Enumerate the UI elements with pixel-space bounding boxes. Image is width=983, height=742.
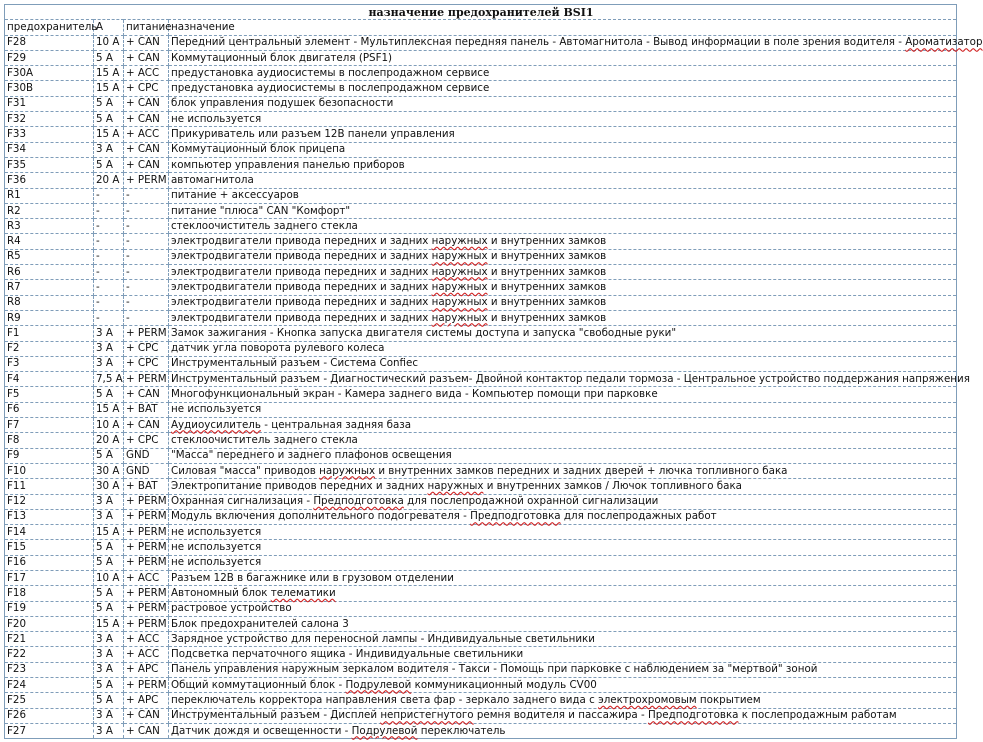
amperage-cell: 15 A (94, 525, 124, 540)
table-row (5, 708, 957, 723)
table-row (5, 341, 957, 356)
power-cell: + ACC (124, 570, 169, 585)
amperage-cell: 10 A (94, 418, 124, 433)
power-cell: + CPC (124, 341, 169, 356)
table-title-row (5, 5, 957, 20)
fuse-cell: F13 (5, 509, 94, 524)
purpose-cell: стеклоочиститель заднего стекла (169, 219, 957, 234)
purpose-cell: Инструментальный разъем - Диагностический разъем- Двойной контактор педали тормоза - Центральное устройство поддержания напряжения (169, 372, 957, 387)
purpose-cell: Инструментальный разъем - Дисплей непристегнутого ремня водителя и пассажира - Предподготовка к послепродажным работам (169, 708, 957, 723)
power-cell: + PERM (124, 616, 169, 631)
purpose-cell: Автономный блок телематики (169, 586, 957, 601)
amperage-cell: 15 A (94, 127, 124, 142)
purpose-cell: электродвигатели привода передних и задних наружных и внутренних замков (169, 249, 957, 264)
power-cell: - (124, 265, 169, 280)
table-row (5, 326, 957, 341)
power-cell: + PERM (124, 173, 169, 188)
purpose-cell: переключатель корректора направления света фар - зеркало заднего вида с электрохромовым покрытием (169, 693, 957, 708)
purpose-cell: Силовая "масса" приводов наружных и внутренних замков передних и задних дверей + лючка топливного бака (169, 463, 957, 478)
amperage-cell: 20 A (94, 433, 124, 448)
power-cell: + PERM (124, 555, 169, 570)
amperage-cell: 5 A (94, 157, 124, 172)
power-cell: GND (124, 448, 169, 463)
table-row (5, 112, 957, 127)
purpose-cell: компьютер управления панелью приборов (169, 157, 957, 172)
table-row (5, 203, 957, 218)
table-row (5, 280, 957, 295)
power-cell: + ACC (124, 647, 169, 662)
purpose-cell: Аудиоусилитель - центральная задняя база (169, 418, 957, 433)
table-row (5, 632, 957, 647)
power-cell: + APC (124, 693, 169, 708)
fuse-cell: F28 (5, 35, 94, 50)
amperage-cell: 30 A (94, 463, 124, 478)
amperage-cell: 5 A (94, 50, 124, 65)
fuse-cell: R3 (5, 219, 94, 234)
purpose-cell: электродвигатели привода передних и задних наружных и внутренних замков (169, 280, 957, 295)
power-cell: + CPC (124, 81, 169, 96)
fuse-cell: F2 (5, 341, 94, 356)
table-row (5, 540, 957, 555)
table-row (5, 310, 957, 325)
fuse-cell: F10 (5, 463, 94, 478)
fuse-cell: F5 (5, 387, 94, 402)
amperage-cell: - (94, 219, 124, 234)
fuse-cell: F7 (5, 418, 94, 433)
table-row (5, 265, 957, 280)
amperage-cell: 5 A (94, 601, 124, 616)
table-row (5, 356, 957, 371)
power-cell: + CAN (124, 50, 169, 65)
amperage-cell: 15 A (94, 66, 124, 81)
power-cell: + PERM (124, 326, 169, 341)
fuse-cell: F16 (5, 555, 94, 570)
fuse-cell: R5 (5, 249, 94, 264)
purpose-cell: Многофункциональный экран - Камера заднего вида - Компьютер помощи при парковке (169, 387, 957, 402)
fuse-cell: F23 (5, 662, 94, 677)
power-cell: + PERM (124, 586, 169, 601)
power-cell: + CAN (124, 142, 169, 157)
purpose-cell: электродвигатели привода передних и задних наружных и внутренних замков (169, 265, 957, 280)
amperage-cell: - (94, 188, 124, 203)
power-cell: + PERM (124, 509, 169, 524)
power-cell: - (124, 188, 169, 203)
power-cell: - (124, 219, 169, 234)
purpose-cell: питание + аксессуаров (169, 188, 957, 203)
amperage-cell: 3 A (94, 723, 124, 738)
table-row (5, 249, 957, 264)
amperage-cell: - (94, 265, 124, 280)
table-row (5, 127, 957, 142)
power-cell: + BAT (124, 479, 169, 494)
amperage-cell: 5 A (94, 96, 124, 111)
table-row (5, 662, 957, 677)
fuse-cell: F36 (5, 173, 94, 188)
table-row (5, 387, 957, 402)
power-cell: - (124, 203, 169, 218)
purpose-cell: Электропитание приводов передних и задних наружных и внутренних замков / Лючок топливного бака (169, 479, 957, 494)
table-row (5, 188, 957, 203)
fuse-cell: F4 (5, 372, 94, 387)
table-row (5, 723, 957, 738)
fuse-cell: F18 (5, 586, 94, 601)
power-cell: GND (124, 463, 169, 478)
amperage-cell: 3 A (94, 632, 124, 647)
power-cell: + PERM (124, 601, 169, 616)
table-row (5, 35, 957, 50)
power-cell: + BAT (124, 402, 169, 417)
fuse-cell: R1 (5, 188, 94, 203)
fuse-cell: F6 (5, 402, 94, 417)
table-row (5, 647, 957, 662)
power-cell: + ACC (124, 127, 169, 142)
power-cell: + CAN (124, 708, 169, 723)
table-row (5, 448, 957, 463)
table-body (5, 35, 983, 739)
table-row (5, 66, 957, 81)
fuse-cell: F12 (5, 494, 94, 509)
amperage-cell: - (94, 295, 124, 310)
amperage-cell: 5 A (94, 540, 124, 555)
table-header-row (5, 20, 957, 35)
purpose-cell: не используется (169, 525, 957, 540)
table-row (5, 555, 957, 570)
table-row (5, 525, 957, 540)
table-row (5, 601, 957, 616)
table-row (5, 295, 957, 310)
power-cell: + CAN (124, 157, 169, 172)
amperage-cell: 3 A (94, 356, 124, 371)
purpose-cell: Охранная сигнализация - Предподготовка для послепродажной охранной сигнализации (169, 494, 957, 509)
amperage-cell: - (94, 249, 124, 264)
amperage-cell: 15 A (94, 402, 124, 417)
purpose-cell: не используется (169, 555, 957, 570)
fuse-cell: R8 (5, 295, 94, 310)
fuse-cell: F15 (5, 540, 94, 555)
power-cell: + CPC (124, 356, 169, 371)
power-cell: + PERM (124, 494, 169, 509)
power-cell: + APC (124, 662, 169, 677)
purpose-cell: электродвигатели привода передних и задних наружных и внутренних замков (169, 310, 957, 325)
table-row (5, 463, 957, 478)
power-cell: + CAN (124, 112, 169, 127)
fuse-cell: F1 (5, 326, 94, 341)
amperage-cell: 30 A (94, 479, 124, 494)
purpose-cell: Общий коммутационный блок - Подрулевой коммуникационный модуль CV00 (169, 678, 957, 693)
purpose-cell: Замок зажигания - Кнопка запуска двигателя системы доступа и запуска "свободные руки" (169, 326, 957, 341)
amperage-cell: 3 A (94, 326, 124, 341)
table-row (5, 509, 957, 524)
fuse-cell: F8 (5, 433, 94, 448)
amperage-cell: 15 A (94, 81, 124, 96)
amperage-cell: 3 A (94, 509, 124, 524)
amperage-cell: 5 A (94, 112, 124, 127)
fuse-cell: F25 (5, 693, 94, 708)
fuse-cell: F9 (5, 448, 94, 463)
amperage-cell: 15 A (94, 616, 124, 631)
power-cell: + PERM (124, 525, 169, 540)
purpose-cell: Коммутационный блок двигателя (PSF1) (169, 50, 957, 65)
table-row (5, 402, 957, 417)
fuse-cell: F30B (5, 81, 94, 96)
fuse-cell: R4 (5, 234, 94, 249)
purpose-cell: не используется (169, 402, 957, 417)
table-row (5, 678, 957, 693)
amperage-cell: 7,5 A (94, 372, 124, 387)
purpose-cell: электродвигатели привода передних и задних наружных и внутренних замков (169, 234, 957, 249)
power-cell: + CAN (124, 96, 169, 111)
power-cell: - (124, 295, 169, 310)
amperage-cell: - (94, 234, 124, 249)
fuse-cell: F17 (5, 570, 94, 585)
purpose-cell: предустановка аудиосистемы в послепродажном сервисе (169, 81, 957, 96)
table-row (5, 96, 957, 111)
table-row (5, 433, 957, 448)
purpose-cell: стеклоочиститель заднего стекла (169, 433, 957, 448)
fuse-cell: R6 (5, 265, 94, 280)
power-cell: - (124, 249, 169, 264)
fuse-cell: R7 (5, 280, 94, 295)
table-row (5, 586, 957, 601)
amperage-cell: 10 A (94, 570, 124, 585)
fuse-cell: F11 (5, 479, 94, 494)
table-row (5, 479, 957, 494)
amperage-cell: 5 A (94, 693, 124, 708)
table-row (5, 50, 957, 65)
power-cell: + CAN (124, 723, 169, 738)
fuse-cell: F3 (5, 356, 94, 371)
table-row (5, 372, 957, 387)
table-row (5, 173, 957, 188)
purpose-cell: Модуль включения дополнительного подогревателя - Предподготовка для послепродажных работ (169, 509, 957, 524)
fuse-cell: F33 (5, 127, 94, 142)
table-row (5, 616, 957, 631)
power-cell: - (124, 234, 169, 249)
fuse-cell: F27 (5, 723, 94, 738)
table-row (5, 234, 957, 249)
table-row (5, 157, 957, 172)
purpose-cell: Панель управления наружным зеркалом водителя - Такси - Помощь при парковке с наблюдением за "мертвой" зоной (169, 662, 957, 677)
table-row (5, 494, 957, 509)
purpose-cell: не используется (169, 540, 957, 555)
amperage-cell: 3 A (94, 341, 124, 356)
amperage-cell: 3 A (94, 662, 124, 677)
amperage-cell: 5 A (94, 448, 124, 463)
fuse-cell: F32 (5, 112, 94, 127)
amperage-cell: 3 A (94, 142, 124, 157)
purpose-cell: Разъем 12В в багажнике или в грузовом отделении (169, 570, 957, 585)
purpose-cell: Коммутационный блок прицепа (169, 142, 957, 157)
table-title: назначение предохранителей BSI1 (5, 5, 957, 20)
fuse-cell: F34 (5, 142, 94, 157)
amperage-cell: 5 A (94, 678, 124, 693)
power-cell: + PERM (124, 372, 169, 387)
amperage-cell: 5 A (94, 586, 124, 601)
purpose-cell: питание "плюса" CAN "Комфорт" (169, 203, 957, 218)
power-cell: + CAN (124, 35, 169, 50)
table-row (5, 570, 957, 585)
column-header-amperage: A (94, 20, 124, 35)
power-cell: + CPC (124, 433, 169, 448)
purpose-cell: Датчик дождя и освещенности - Подрулевой переключатель (169, 723, 957, 738)
purpose-cell: датчик угла поворота рулевого колеса (169, 341, 957, 356)
purpose-cell: Подсветка перчаточного ящика - Индивидуальные светильники (169, 647, 957, 662)
table-row (5, 418, 957, 433)
power-cell: + PERM (124, 540, 169, 555)
fuse-cell: F20 (5, 616, 94, 631)
fuse-assignment-table (4, 4, 983, 739)
column-header-power: питание (124, 20, 169, 35)
purpose-cell: "Масса" переднего и заднего плафонов освещения (169, 448, 957, 463)
amperage-cell: 10 A (94, 35, 124, 50)
fuse-cell: R9 (5, 310, 94, 325)
fuse-cell: F26 (5, 708, 94, 723)
purpose-cell: автомагнитола (169, 173, 957, 188)
purpose-cell: Зарядное устройство для переносной лампы - Индивидуальные светильники (169, 632, 957, 647)
purpose-cell: блок управления подушек безопасности (169, 96, 957, 111)
amperage-cell: 3 A (94, 708, 124, 723)
column-header-purpose: назначение (169, 20, 957, 35)
amperage-cell: - (94, 203, 124, 218)
fuse-cell: F30A (5, 66, 94, 81)
column-header-fuse: предохранитель (5, 20, 94, 35)
purpose-cell: не используется (169, 112, 957, 127)
purpose-cell: растровое устройство (169, 601, 957, 616)
amperage-cell: - (94, 310, 124, 325)
fuse-cell: F35 (5, 157, 94, 172)
table-row (5, 81, 957, 96)
amperage-cell: 3 A (94, 494, 124, 509)
power-cell: - (124, 310, 169, 325)
power-cell: + CAN (124, 387, 169, 402)
fuse-cell: R2 (5, 203, 94, 218)
power-cell: - (124, 280, 169, 295)
fuse-cell: F21 (5, 632, 94, 647)
power-cell: + CAN (124, 418, 169, 433)
purpose-cell: Инструментальный разъем - Система Confiec (169, 356, 957, 371)
purpose-cell: предустановка аудиосистемы в послепродажном сервисе (169, 66, 957, 81)
purpose-cell: Блок предохранителей салона 3 (169, 616, 957, 631)
power-cell: + ACC (124, 632, 169, 647)
table-row (5, 693, 957, 708)
amperage-cell: 5 A (94, 555, 124, 570)
fuse-cell: F31 (5, 96, 94, 111)
amperage-cell: 3 A (94, 647, 124, 662)
fuse-cell: F19 (5, 601, 94, 616)
purpose-cell: Передний центральный элемент - Мультиплексная передняя панель - Автомагнитола - Вывод информации в поле зрения водителя - Ароматизатор (169, 35, 957, 50)
table-row (5, 219, 957, 234)
purpose-cell: электродвигатели привода передних и задних наружных и внутренних замков (169, 295, 957, 310)
fuse-cell: F24 (5, 678, 94, 693)
purpose-cell: Прикуриватель или разъем 12В панели управления (169, 127, 957, 142)
fuse-cell: F29 (5, 50, 94, 65)
power-cell: + PERM (124, 678, 169, 693)
fuse-cell: F14 (5, 525, 94, 540)
power-cell: + ACC (124, 66, 169, 81)
amperage-cell: 20 A (94, 173, 124, 188)
amperage-cell: 5 A (94, 387, 124, 402)
table-row (5, 142, 957, 157)
fuse-cell: F22 (5, 647, 94, 662)
amperage-cell: - (94, 280, 124, 295)
